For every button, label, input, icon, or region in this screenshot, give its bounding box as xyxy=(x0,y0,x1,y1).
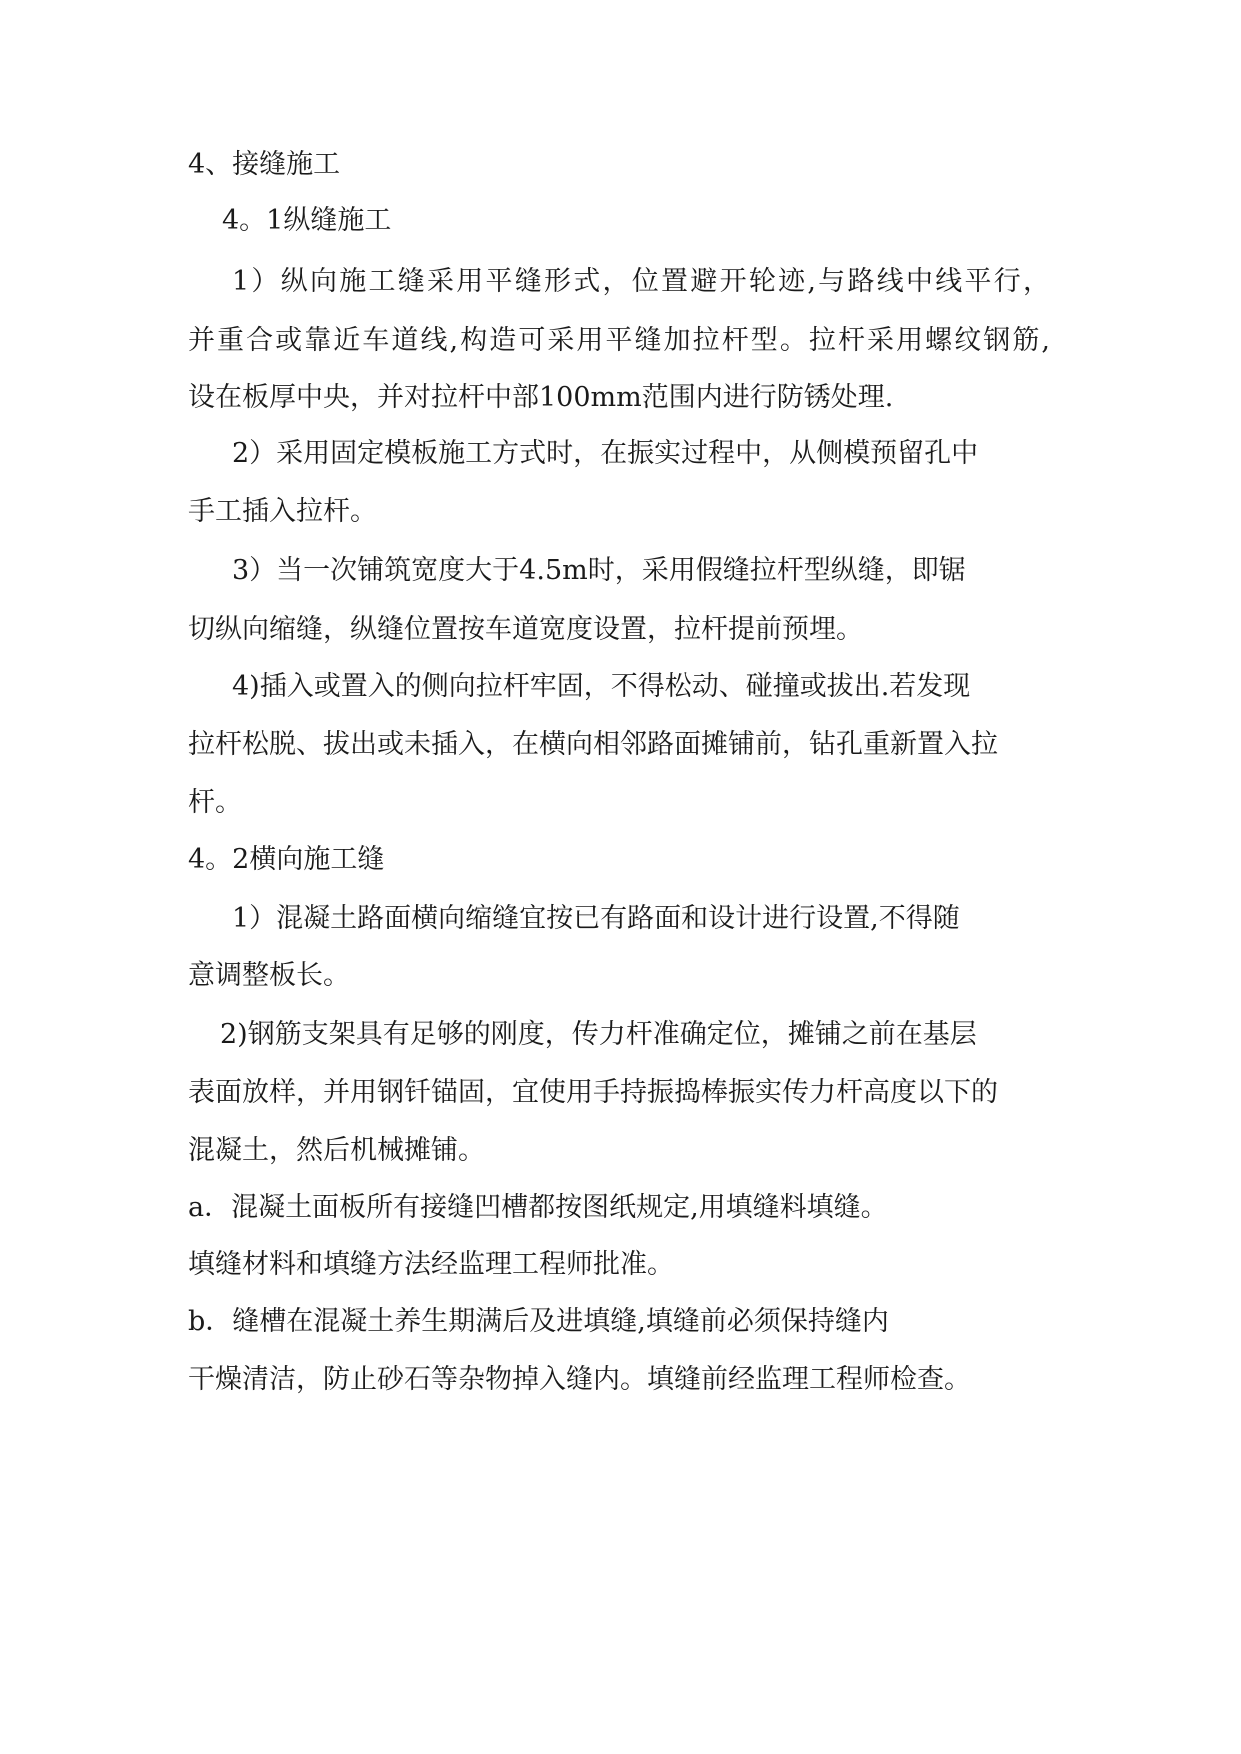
paragraph-line: 设在板厚中央，并对拉杆中部100mm范围内进行防锈处理. xyxy=(188,382,894,413)
paragraph-line: 手工插入拉杆。 xyxy=(188,496,377,527)
paragraph-line: 4)插入或置入的侧向拉杆牢固，不得松动、碰撞或拔出.若发现 xyxy=(232,671,971,702)
paragraph-line: 混凝土，然后机械摊铺。 xyxy=(188,1135,485,1166)
paragraph-line: 杆。 xyxy=(188,787,242,818)
paragraph-line: 切纵向缩缝，纵缝位置按车道宽度设置，拉杆提前预埋。 xyxy=(188,614,863,645)
list-item-a: a．混凝土面板所有接缝凹槽都按图纸规定,用填缝料填缝。 xyxy=(188,1192,888,1223)
paragraph-line: 1）纵向施工缝采用平缝形式，位置避开轮迹,与路线中线平行， xyxy=(232,266,1050,297)
paragraph-line: 表面放样，并用钢钎锚固，宜使用手持振捣棒振实传力杆高度以下的 xyxy=(188,1077,998,1108)
paragraph-line: 3）当一次铺筑宽度大于4.5m时，采用假缝拉杆型纵缝，即锯 xyxy=(232,555,966,586)
paragraph-line: 干燥清洁，防止砂石等杂物掉入缝内。填缝前经监理工程师检查。 xyxy=(188,1364,971,1395)
paragraph-line: 并重合或靠近车道线,构造可采用平缝加拉杆型。拉杆采用螺纹钢筋, xyxy=(188,325,1050,356)
paragraph-line: 拉杆松脱、拔出或未插入，在横向相邻路面摊铺前，钻孔重新置入拉 xyxy=(188,729,998,760)
subsection-heading-4-1: 4。1纵缝施工 xyxy=(222,205,392,236)
paragraph-line: 意调整板长。 xyxy=(188,960,350,991)
section-heading-4: 4、接缝施工 xyxy=(188,149,341,180)
subsection-heading-4-2: 4。2横向施工缝 xyxy=(188,844,385,875)
paragraph-line: 2)钢筋支架具有足够的刚度，传力杆准确定位，摊铺之前在基层 xyxy=(220,1019,977,1050)
paragraph-line: 1）混凝土路面横向缩缝宜按已有路面和设计进行设置,不得随 xyxy=(232,903,960,934)
paragraph-line: 填缝材料和填缝方法经监理工程师批准。 xyxy=(188,1249,674,1280)
list-item-b: b．缝槽在混凝土养生期满后及进填缝,填缝前必须保持缝内 xyxy=(188,1306,889,1337)
paragraph-line: 2）采用固定模板施工方式时，在振实过程中，从侧模预留孔中 xyxy=(232,438,979,469)
